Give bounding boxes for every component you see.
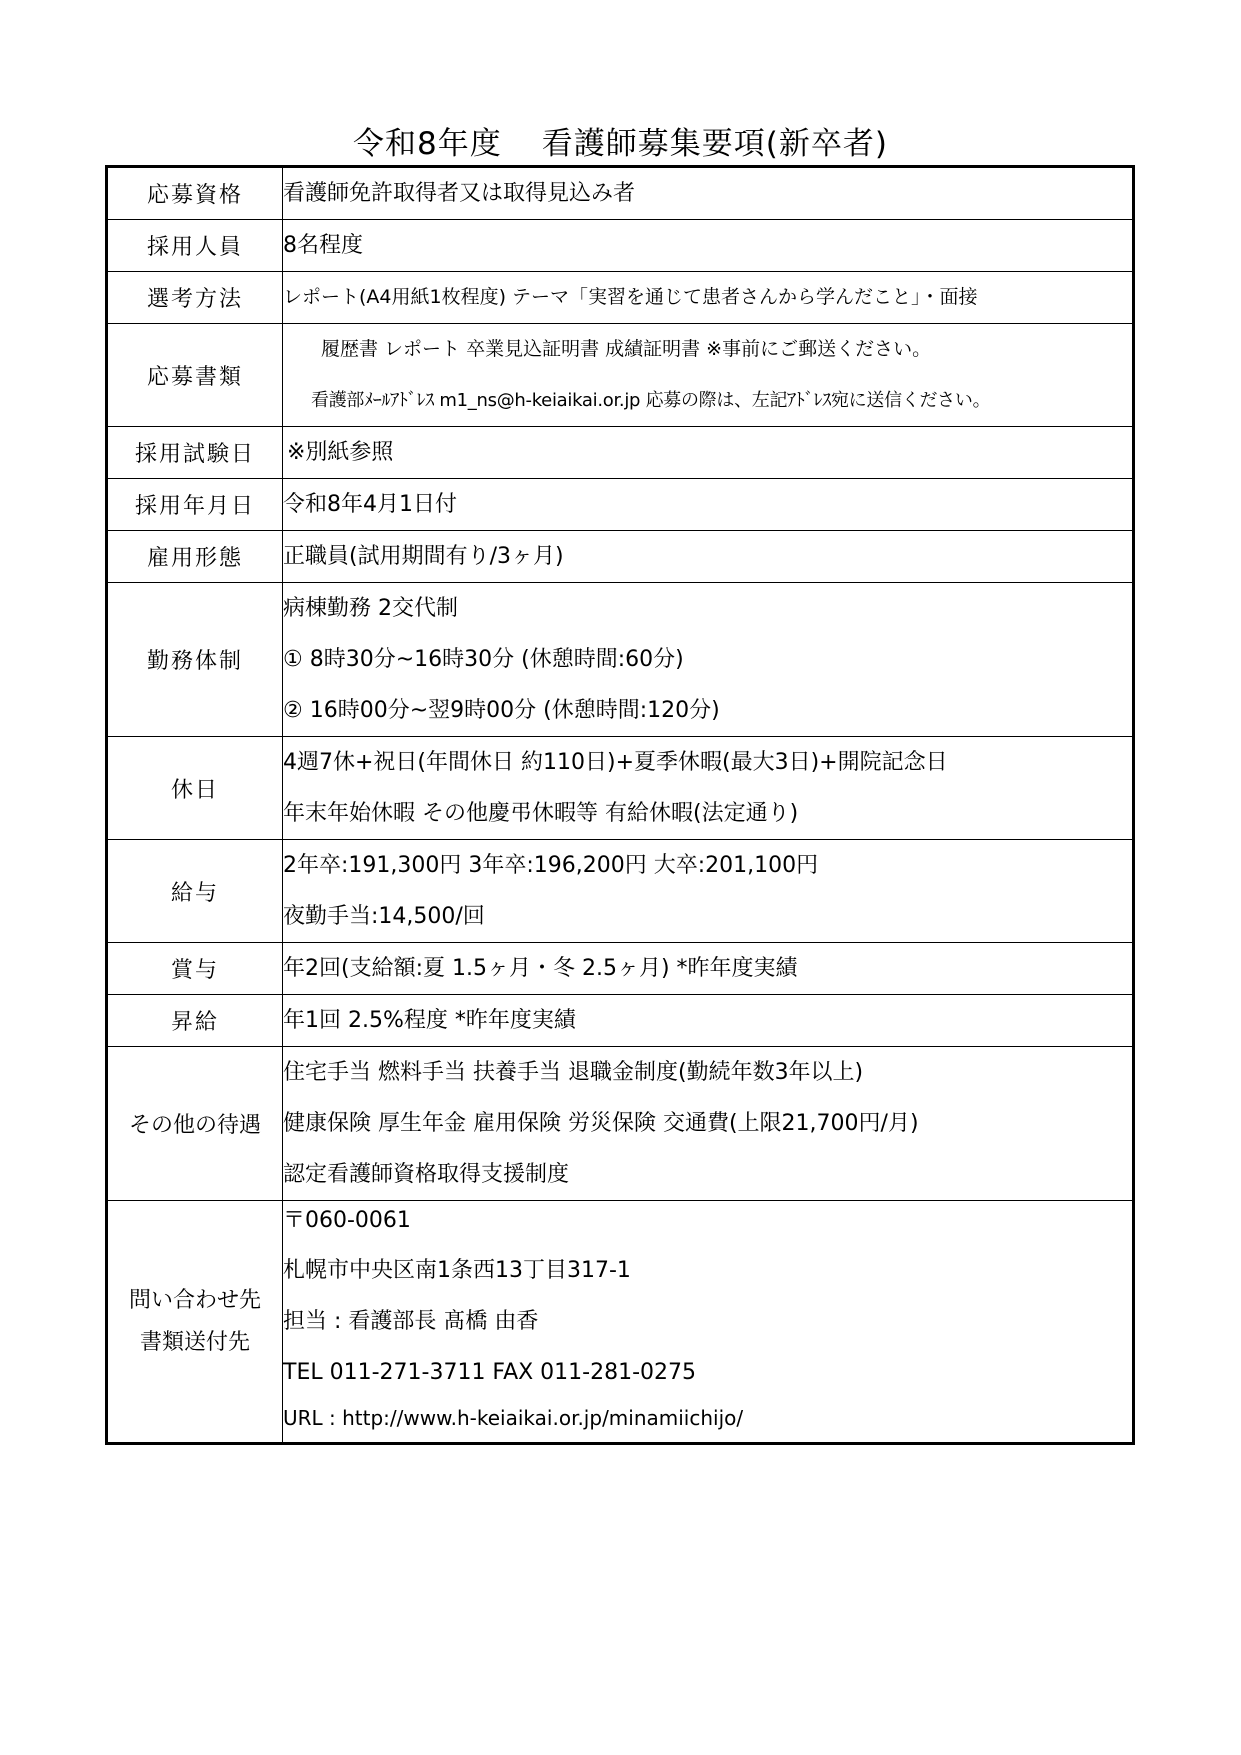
table-row: [107, 737, 1134, 840]
night-allowance-line: 夜勤手当:14,500/回: [283, 904, 485, 929]
table-row: [107, 427, 1134, 479]
table-row: [107, 583, 1134, 737]
employment-value: 正職員(試用期間有り/3ヶ月): [283, 544, 564, 569]
row-label: 賞与: [107, 943, 283, 995]
row-label: 給与: [107, 840, 283, 943]
row-label: 採用人員: [107, 220, 283, 272]
row-value: [283, 840, 1134, 943]
table-row: [107, 220, 1134, 272]
title-year: 令和8年度: [353, 126, 502, 162]
row-label: 休日: [107, 737, 283, 840]
phone-fax: TEL 011-271-3711 FAX 011-281-0275: [283, 1360, 697, 1385]
row-value: [283, 427, 1134, 479]
table-row: [107, 272, 1134, 324]
table-row: [107, 479, 1134, 531]
row-label: 応募資格: [107, 167, 283, 220]
contact-person: 担当 : 看護部長 髙橋 由香: [283, 1309, 539, 1334]
headcount-value: 8名程度: [283, 233, 363, 258]
row-label: 雇用形態: [107, 531, 283, 583]
row-value: [283, 272, 1134, 324]
holidays-line: 年末年始休暇 その他慶弔休暇等 有給休暇(法定通り): [283, 801, 799, 826]
row-value: [283, 531, 1134, 583]
table-row: [107, 995, 1134, 1047]
raise-value: 年1回 2.5%程度 *昨年度実績: [283, 1008, 576, 1033]
benefits-line: 住宅手当 燃料手当 扶養手当 退職金制度(勤続年数3年以上): [283, 1060, 864, 1085]
exam-date-value: ※別紙参照: [287, 440, 394, 465]
page-title: [0, 118, 1241, 163]
postal-code: 〒060-0061: [283, 1208, 411, 1233]
table-row: [107, 1201, 1134, 1444]
row-label: 応募書類: [107, 324, 283, 427]
benefits-line: 認定看護師資格取得支援制度: [283, 1162, 570, 1187]
salary-line: 2年卒:191,300円 3年卒:196,200円 大卒:201,100円: [283, 853, 819, 878]
address: 札幌市中央区南1条西13丁目317-1: [283, 1258, 631, 1283]
contact-label-inquiry: 問い合わせ先: [128, 1287, 261, 1313]
documents-email-line: 看護部ﾒｰﾙｱﾄﾞﾚｽ m1_ns@h-keiaikai.or.jp 応募の際は、左記ｱﾄﾞﾚｽ宛に送信ください。: [311, 390, 991, 411]
contact-label-mailing: 書類送付先: [139, 1329, 250, 1355]
bonus-value: 年2回(支給額:夏 1.5ヶ月・冬 2.5ヶ月) *昨年度実績: [283, 956, 798, 981]
row-label: 採用年月日: [107, 479, 283, 531]
row-value: [283, 324, 1134, 427]
shift-day-line: ① 8時30分~16時30分 (休憩時間:60分): [283, 647, 684, 672]
row-label: 勤務体制: [107, 583, 283, 737]
row-value: [283, 583, 1134, 737]
hire-date-value: 令和8年4月1日付: [283, 492, 457, 517]
row-label: その他の待遇: [107, 1047, 283, 1201]
qualification-value: 看護師免許取得者又は取得見込み者: [283, 181, 636, 206]
table-row: [107, 324, 1134, 427]
row-value: [283, 995, 1134, 1047]
table-row: [107, 167, 1134, 220]
row-value: [283, 1047, 1134, 1201]
row-value: [283, 737, 1134, 840]
title-main: 看護師募集要項(新卒者): [541, 126, 888, 162]
benefits-line: 健康保険 厚生年金 雇用保険 労災保険 交通費(上限21,700円/月): [283, 1111, 919, 1136]
row-label: 選考方法: [107, 272, 283, 324]
table-row: [107, 531, 1134, 583]
contact-label: [107, 1201, 283, 1444]
row-value: [283, 220, 1134, 272]
row-value: [283, 943, 1134, 995]
table-row: [107, 840, 1134, 943]
requirements-table: [105, 165, 1135, 1445]
website-url: URL : http://www.h-keiaikai.or.jp/minamiichijo/: [283, 1406, 744, 1430]
row-value: [283, 167, 1134, 220]
row-value: [283, 479, 1134, 531]
row-label: 採用試験日: [107, 427, 283, 479]
row-value: [283, 1201, 1134, 1444]
documents-line: 履歴書 レポート 卒業見込証明書 成績証明書 ※事前にご郵送ください。: [321, 338, 932, 360]
holidays-line: 4週7休+祝日(年間休日 約110日)+夏季休暇(最大3日)+開院記念日: [283, 750, 948, 775]
row-label: 昇給: [107, 995, 283, 1047]
shift-night-line: ② 16時00分~翌9時00分 (休憩時間:120分): [283, 698, 720, 723]
selection-value: レポート(A4用紙1枚程度) テーマ「実習を通じて患者さんから学んだこと」・面接: [283, 286, 978, 308]
table-row: [107, 943, 1134, 995]
shift-type-line: 病棟勤務 2交代制: [283, 596, 458, 621]
table-row: [107, 1047, 1134, 1201]
